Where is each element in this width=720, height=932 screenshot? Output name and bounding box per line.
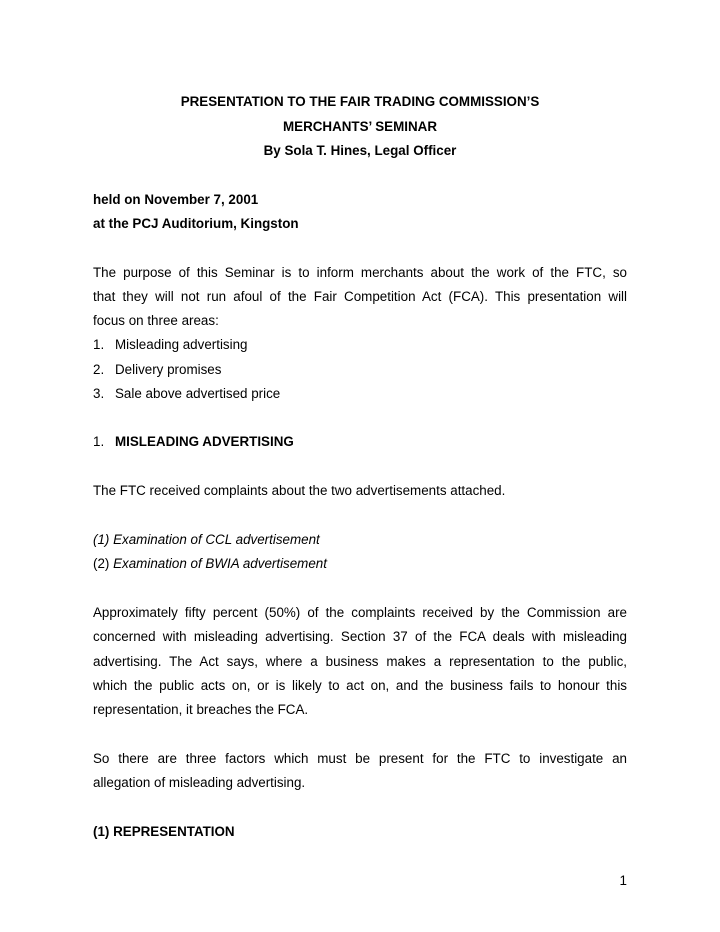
event-date: held on November 7, 2001 [93,192,259,207]
title-line-1: PRESENTATION TO THE FAIR TRADING COMMISSION’S [180,94,540,109]
list-item-number: 2. [93,362,105,377]
exam-item-2 [93,556,327,572]
section-heading [93,434,294,450]
page-number: 1 [619,873,627,888]
intro-line-3: focus on three areas: [93,313,219,328]
section-number: 1. [93,434,105,449]
list-item-text: Delivery promises [115,362,222,377]
list-item-text: Misleading advertising [115,337,248,352]
exam-item-2-text: Examination of BWIA advertisement [113,556,327,571]
exam-item-2-number: (2) [93,556,110,571]
factors-line-2: allegation of misleading advertising. [93,775,306,790]
list-item [93,386,280,402]
section-title: MISLEADING ADVERTISING [115,434,294,449]
intro-line-1: The purpose of this Seminar is to inform merchants about the work of the FTC, so [93,265,627,280]
event-venue: at the PCJ Auditorium, Kingston [93,216,299,231]
para-line-1: Approximately fifty percent (50%) of the complaints received by the Commission are [93,605,627,620]
factors-line-1: So there are three factors which must be present for the FTC to investigate an [93,751,627,766]
para-line-2: concerned with misleading advertising. Section 37 of the FCA deals with misleading [93,629,627,644]
title-line-2: MERCHANTS’ SEMINAR [283,119,437,134]
para-line-3: advertising. The Act says, where a business makes a representation to the public, [93,654,627,669]
exam-item-1: (1) Examination of CCL advertisement [93,532,320,547]
intro-line-2: that they will not run afoul of the Fair Competition Act (FCA). This presentation will [93,289,627,304]
list-item-number: 1. [93,337,105,352]
list-item-number: 3. [93,386,105,401]
subheading-representation: (1) REPRESENTATION [93,824,235,839]
para-line-5: representation, it breaches the FCA. [93,702,309,717]
byline: By Sola T. Hines, Legal Officer [263,143,457,158]
complaints-sentence: The FTC received complaints about the two advertisements attached. [93,483,506,498]
list-item [93,362,221,378]
list-item-text: Sale above advertised price [115,386,281,401]
para-line-4: which the public acts on, or is likely to act on, and the business fails to honour this [93,678,627,693]
list-item [93,337,248,353]
